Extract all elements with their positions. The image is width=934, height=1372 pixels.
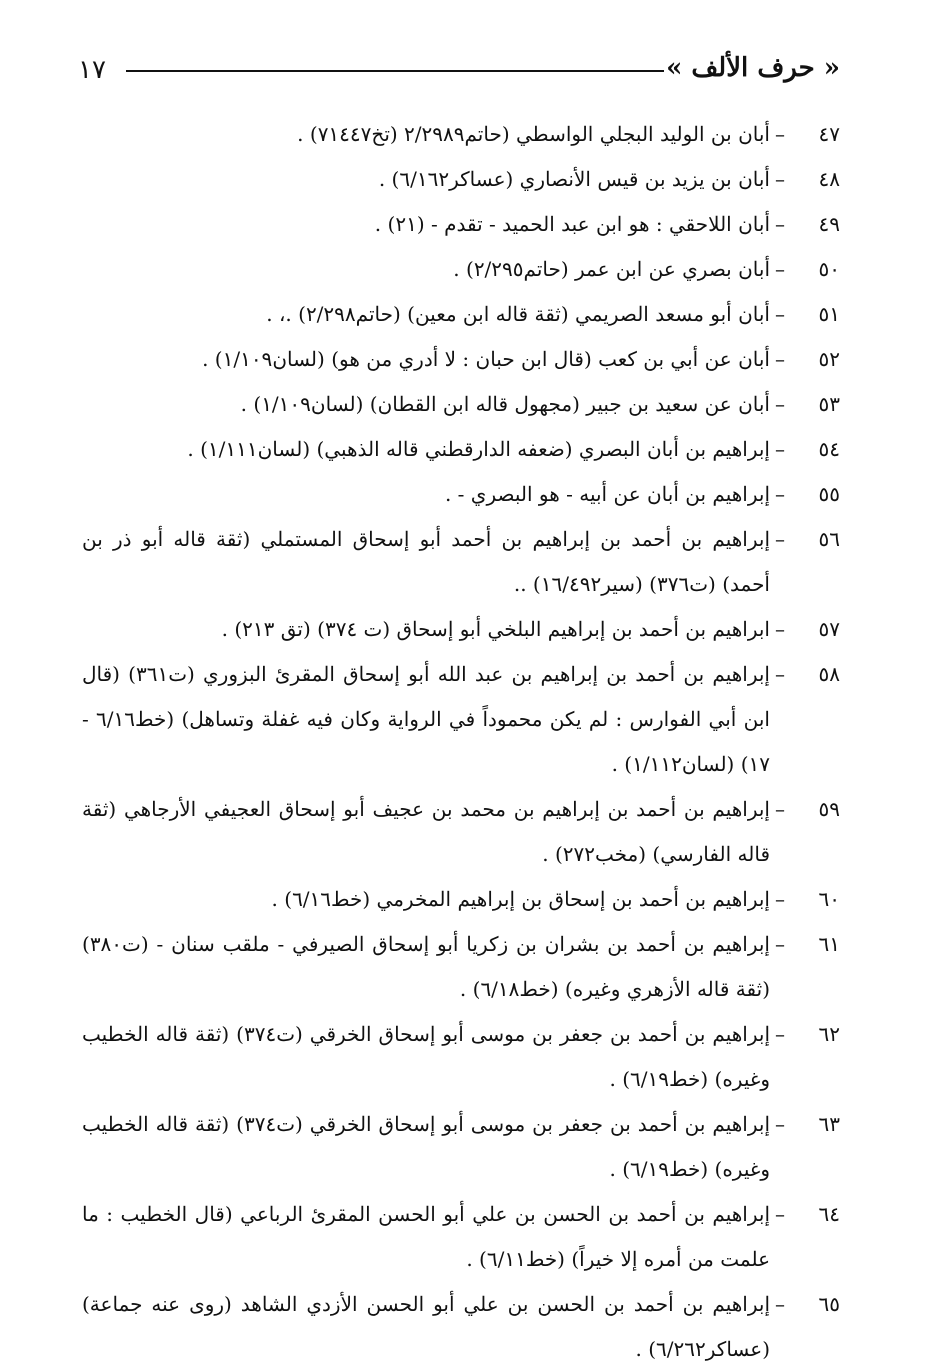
- list-item: [78, 202, 840, 247]
- entry-text: ابراهيم بن أحمد بن إبراهيم البلخي أبو إسحاق (ت ٣٧٤) (تق ٢١٣) .: [221, 617, 770, 641]
- entry-text: أبان أبو مسعد الصريمي (ثقة قاله ابن معين) (حاتم٢/٢٩٨) .، .: [266, 302, 770, 326]
- list-item: [78, 922, 840, 1012]
- entry-number: ٦٠: [818, 887, 840, 911]
- entry-text: إبراهيم بن أحمد بن بشران بن زكريا أبو إسحاق الصيرفي - ملقب سنان - (ت٣٨٠) (ثقة قاله الأزهري وغيره) (خط٦/١٨) .: [82, 932, 770, 1001]
- list-item: [78, 1282, 840, 1372]
- entry-text: إبراهيم بن أحمد بن إبراهيم بن عبد الله أبو إسحاق المقرئ البزوري (ت٣٦١) (قال ابن أبي الفوارس : لم يكن محموداً في الرواية وكان فيه غفلة وتساهل) (خط٦/١٦ - ١٧) (لسان١/١١٢) .: [82, 662, 770, 776]
- running-title: « حرف الألف »: [666, 53, 840, 83]
- entry-dash: –: [775, 617, 785, 641]
- entry-text: أبان بن الوليد البجلي الواسطي (حاتم٢/٢٩٨٩ (تخ٧١٤٤٧) .: [297, 122, 770, 146]
- list-item: [78, 292, 840, 337]
- entry-dash: –: [775, 122, 785, 146]
- list-item: [78, 112, 840, 157]
- entry-text: إبراهيم بن أحمد بن إبراهيم بن أحمد أبو إسحاق المستملي (ثقة قاله أبو ذر بن أحمد) (ت٣٧٦) (سير١٦/٤٩٢) ..: [82, 527, 770, 596]
- entry-text: أبان بن يزيد بن قيس الأنصاري (عساكر٦/١٦٢) .: [378, 167, 770, 191]
- entry-dash: –: [775, 392, 785, 416]
- list-item: [78, 337, 840, 382]
- list-item: [78, 157, 840, 202]
- entry-text: أبان بصري عن ابن عمر (حاتم٢/٢٩٥) .: [453, 257, 770, 281]
- entry-text: إبراهيم بن أحمد بن إبراهيم بن محمد بن عجيف أبو إسحاق العجيفي الأرجاهي (ثقة قاله الفارسي) (مخب٢٧٢) .: [82, 797, 770, 866]
- header-rule: [126, 70, 664, 72]
- entry-text: إبراهيم بن أحمد بن الحسن بن علي أبو الحسن المقرئ الرباعي (قال الخطيب : ما علمت من أمره إلا خيراً) (خط٦/١١) .: [82, 1202, 770, 1271]
- page-header: [78, 48, 840, 92]
- entry-text: أبان عن سعيد بن جبير (مجهول قاله ابن القطان) (لسان١/١٠٩) .: [240, 392, 770, 416]
- entry-dash: –: [775, 662, 785, 686]
- list-item: [78, 517, 840, 607]
- entry-dash: –: [775, 527, 785, 551]
- entry-number: ٦٢: [818, 1022, 840, 1046]
- entry-number: ٥٤: [818, 437, 840, 461]
- entry-number: ٥٦: [818, 527, 840, 551]
- entry-text: إبراهيم بن أبان عن أبيه - هو البصري - .: [444, 482, 770, 506]
- entry-number: ٥٠: [818, 257, 840, 281]
- entry-number: ٥٨: [818, 662, 840, 686]
- entry-dash: –: [775, 1112, 785, 1136]
- list-item: [78, 382, 840, 427]
- entry-number: ٤٨: [818, 167, 840, 191]
- list-item: [78, 787, 840, 877]
- entry-dash: –: [775, 347, 785, 371]
- entry-number: ٥١: [818, 302, 840, 326]
- entry-dash: –: [775, 482, 785, 506]
- list-item: [78, 652, 840, 787]
- entry-text: أبان اللاحقي : هو ابن عبد الحميد - تقدم - (٢١) .: [374, 212, 770, 236]
- list-item: [78, 607, 840, 652]
- entry-number: ٦٥: [818, 1292, 840, 1316]
- entry-dash: –: [775, 257, 785, 281]
- entry-text: إبراهيم بن أحمد بن جعفر بن موسى أبو إسحاق الخرقي (ت٣٧٤) (ثقة قاله الخطيب وغيره) (خط٦/١٩) .: [82, 1022, 771, 1091]
- entry-dash: –: [775, 797, 785, 821]
- entry-dash: –: [775, 1202, 785, 1226]
- list-item: [78, 427, 840, 472]
- list-item: [78, 1192, 840, 1282]
- entry-list: [78, 112, 840, 1372]
- entry-number: ٦٤: [818, 1202, 840, 1226]
- entry-dash: –: [775, 167, 785, 191]
- entry-number: ٦١: [818, 932, 840, 956]
- entry-dash: –: [775, 212, 785, 236]
- list-item: [78, 472, 840, 517]
- entry-dash: –: [775, 932, 785, 956]
- entry-text: إبراهيم بن أحمد بن جعفر بن موسى أبو إسحاق الخرقي (ت٣٧٤) (ثقة قاله الخطيب وغيره) (خط٦/١٩) .: [82, 1112, 771, 1181]
- entry-number: ٦٣: [818, 1112, 840, 1136]
- entry-dash: –: [775, 437, 785, 461]
- list-item: [78, 877, 840, 922]
- entry-dash: –: [775, 1292, 785, 1316]
- entry-text: إبراهيم بن أحمد بن إسحاق بن إبراهيم المخرمي (خط٦/١٦) .: [271, 887, 770, 911]
- list-item: [78, 1012, 840, 1102]
- entry-number: ٥٢: [818, 347, 840, 371]
- entry-number: ٥٧: [818, 617, 840, 641]
- entry-number: ٥٣: [818, 392, 840, 416]
- entry-number: ٤٧: [818, 122, 840, 146]
- entry-dash: –: [775, 302, 785, 326]
- entry-text: أبان عن أبي بن كعب (قال ابن حبان : لا أدري من هو) (لسان١/١٠٩) .: [202, 347, 770, 371]
- list-item: [78, 247, 840, 292]
- entry-dash: –: [775, 887, 785, 911]
- entry-number: ٥٩: [818, 797, 840, 821]
- entry-number: ٥٥: [818, 482, 840, 506]
- entry-number: ٤٩: [818, 212, 840, 236]
- entry-dash: –: [775, 1022, 785, 1046]
- entry-text: إبراهيم بن أحمد بن الحسن بن علي أبو الحسن الأزدي الشاهد (روى عنه جماعة) (عساكر٦/٢٦٢) .: [82, 1292, 770, 1361]
- entry-text: إبراهيم بن أبان البصري (ضعفه الدارقطني قاله الذهبي) (لسان١/١١١) .: [187, 437, 770, 461]
- list-item: [78, 1102, 840, 1192]
- page-number: ١٧: [78, 55, 106, 85]
